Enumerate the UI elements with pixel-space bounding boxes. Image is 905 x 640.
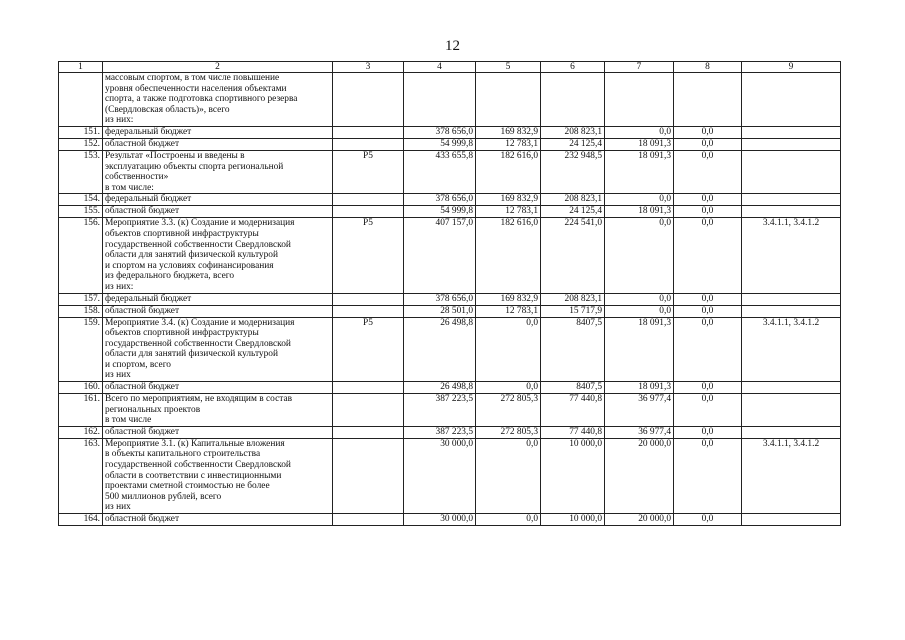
row-description-cell: областной бюджет: [103, 138, 333, 150]
header-cell: 8: [674, 62, 742, 73]
total-cell: 30 000,0: [404, 438, 476, 513]
year3-cell: 18 091,3: [605, 317, 674, 382]
total-cell: 378 656,0: [404, 126, 476, 138]
year3-cell: 0,0: [605, 293, 674, 305]
year2-cell: 224 541,0: [541, 218, 605, 293]
code-cell: [333, 126, 404, 138]
table-row: [59, 150, 841, 193]
total-cell: 433 655,8: [404, 150, 476, 193]
year1-cell: 169 832,9: [476, 126, 541, 138]
year1-cell: 272 805,3: [476, 394, 541, 427]
row-number-cell: 157.: [59, 293, 103, 305]
table-row: [59, 382, 841, 394]
target-cell: [742, 394, 841, 427]
target-cell: [742, 305, 841, 317]
total-cell: 378 656,0: [404, 194, 476, 206]
header-cell: 4: [404, 62, 476, 73]
row-description-cell: массовым спортом, в том числе повышение уровня обеспеченности населения объектами спорта, а также подготовка спортивного резерва (Свердловская область)», всего из них:: [103, 73, 333, 127]
code-cell: [333, 394, 404, 427]
year1-cell: [476, 73, 541, 127]
year4-cell: 0,0: [674, 438, 742, 513]
year4-cell: 0,0: [674, 293, 742, 305]
target-cell: [742, 126, 841, 138]
total-cell: 30 000,0: [404, 514, 476, 526]
year1-cell: 0,0: [476, 382, 541, 394]
row-number-cell: 162.: [59, 426, 103, 438]
row-number-cell: 153.: [59, 150, 103, 193]
target-cell: [742, 73, 841, 127]
target-cell: 3.4.1.1, 3.4.1.2: [742, 438, 841, 513]
row-description-cell: федеральный бюджет: [103, 126, 333, 138]
year4-cell: 0,0: [674, 426, 742, 438]
table-row: [59, 514, 841, 526]
year3-cell: 36 977,4: [605, 394, 674, 427]
code-cell: Р5: [333, 317, 404, 382]
year3-cell: 0,0: [605, 126, 674, 138]
total-cell: 54 999,8: [404, 206, 476, 218]
year4-cell: 0,0: [674, 305, 742, 317]
table-row: [59, 394, 841, 427]
row-number-cell: 159.: [59, 317, 103, 382]
target-cell: [742, 293, 841, 305]
year4-cell: 0,0: [674, 138, 742, 150]
row-number-cell: 151.: [59, 126, 103, 138]
total-cell: 407 157,0: [404, 218, 476, 293]
year3-cell: 18 091,3: [605, 138, 674, 150]
table-row: [59, 126, 841, 138]
total-cell: 54 999,8: [404, 138, 476, 150]
row-description-cell: областной бюджет: [103, 206, 333, 218]
row-description-cell: Мероприятие 3.3. (к) Создание и модернизация объектов спортивной инфраструктуры государственной собственности Свердловской области для занятий физической культурой и спортом на условиях софинансирования из федерального бюджета, всего из них:: [103, 218, 333, 293]
target-cell: [742, 382, 841, 394]
year2-cell: 10 000,0: [541, 438, 605, 513]
code-cell: [333, 426, 404, 438]
year3-cell: 36 977,4: [605, 426, 674, 438]
header-cell: 1: [59, 62, 103, 73]
target-cell: [742, 138, 841, 150]
code-cell: [333, 138, 404, 150]
year1-cell: 182 616,0: [476, 218, 541, 293]
year1-cell: 169 832,9: [476, 194, 541, 206]
year1-cell: 0,0: [476, 438, 541, 513]
row-description-cell: областной бюджет: [103, 305, 333, 317]
year2-cell: 8407,5: [541, 317, 605, 382]
total-cell: [404, 73, 476, 127]
year2-cell: 208 823,1: [541, 194, 605, 206]
target-cell: [742, 194, 841, 206]
row-number-cell: 156.: [59, 218, 103, 293]
code-cell: [333, 305, 404, 317]
year2-cell: 232 948,5: [541, 150, 605, 193]
year2-cell: 208 823,1: [541, 126, 605, 138]
year3-cell: 18 091,3: [605, 382, 674, 394]
year3-cell: [605, 73, 674, 127]
row-number-cell: 161.: [59, 394, 103, 427]
total-cell: 26 498,8: [404, 382, 476, 394]
target-cell: 3.4.1.1, 3.4.1.2: [742, 317, 841, 382]
row-description-cell: областной бюджет: [103, 514, 333, 526]
year3-cell: 0,0: [605, 194, 674, 206]
year2-cell: 24 125,4: [541, 206, 605, 218]
year4-cell: [674, 73, 742, 127]
row-number-cell: 164.: [59, 514, 103, 526]
year2-cell: 10 000,0: [541, 514, 605, 526]
year1-cell: 12 783,1: [476, 206, 541, 218]
year2-cell: 24 125,4: [541, 138, 605, 150]
row-description-cell: Результат «Построены и введены в эксплуатацию объекты спорта региональной собственности» в том числе:: [103, 150, 333, 193]
total-cell: 28 501,0: [404, 305, 476, 317]
row-number-cell: 163.: [59, 438, 103, 513]
table-row: [59, 218, 841, 293]
year1-cell: 12 783,1: [476, 138, 541, 150]
table-row: [59, 194, 841, 206]
year4-cell: 0,0: [674, 126, 742, 138]
year1-cell: 0,0: [476, 514, 541, 526]
year1-cell: 182 616,0: [476, 150, 541, 193]
target-cell: [742, 150, 841, 193]
table-row: [59, 426, 841, 438]
table-row: [59, 206, 841, 218]
total-cell: 26 498,8: [404, 317, 476, 382]
year2-cell: 15 717,9: [541, 305, 605, 317]
year3-cell: 0,0: [605, 218, 674, 293]
year2-cell: 77 440,8: [541, 394, 605, 427]
code-cell: [333, 206, 404, 218]
code-cell: [333, 382, 404, 394]
code-cell: [333, 293, 404, 305]
row-number-cell: [59, 73, 103, 127]
table-row: [59, 138, 841, 150]
code-cell: [333, 514, 404, 526]
table-row: [59, 438, 841, 513]
year1-cell: 272 805,3: [476, 426, 541, 438]
header-cell: 5: [476, 62, 541, 73]
code-cell: [333, 194, 404, 206]
code-cell: [333, 73, 404, 127]
target-cell: [742, 514, 841, 526]
target-cell: [742, 426, 841, 438]
year2-cell: 77 440,8: [541, 426, 605, 438]
row-description-cell: Мероприятие 3.4. (к) Создание и модернизация объектов спортивной инфраструктуры государственной собственности Свердловской области для занятий физической культурой и спортом, всего из них: [103, 317, 333, 382]
row-description-cell: областной бюджет: [103, 382, 333, 394]
header-cell: 6: [541, 62, 605, 73]
year4-cell: 0,0: [674, 218, 742, 293]
total-cell: 387 223,5: [404, 394, 476, 427]
year4-cell: 0,0: [674, 150, 742, 193]
target-cell: 3.4.1.1, 3.4.1.2: [742, 218, 841, 293]
year4-cell: 0,0: [674, 317, 742, 382]
header-cell: 9: [742, 62, 841, 73]
row-description-cell: федеральный бюджет: [103, 293, 333, 305]
year4-cell: 0,0: [674, 382, 742, 394]
year4-cell: 0,0: [674, 194, 742, 206]
row-number-cell: 155.: [59, 206, 103, 218]
year3-cell: 20 000,0: [605, 438, 674, 513]
year1-cell: 0,0: [476, 317, 541, 382]
table-row: [59, 317, 841, 382]
code-cell: [333, 438, 404, 513]
year2-cell: [541, 73, 605, 127]
year3-cell: 18 091,3: [605, 206, 674, 218]
year2-cell: 208 823,1: [541, 293, 605, 305]
row-description-cell: Мероприятие 3.1. (к) Капитальные вложения в объекты капитального строительства государственной собственности Свердловской области в соответствии с инвестиционными проектами сметной стоимостью не более 500 миллионов рублей, всего из них: [103, 438, 333, 513]
row-description-cell: Всего по мероприятиям, не входящим в состав региональных проектов в том числе: [103, 394, 333, 427]
row-number-cell: 158.: [59, 305, 103, 317]
code-cell: Р5: [333, 218, 404, 293]
year4-cell: 0,0: [674, 514, 742, 526]
row-description-cell: федеральный бюджет: [103, 194, 333, 206]
budget-table: [58, 61, 841, 526]
year2-cell: 8407,5: [541, 382, 605, 394]
year4-cell: 0,0: [674, 206, 742, 218]
header-cell: 2: [103, 62, 333, 73]
header-cell: 3: [333, 62, 404, 73]
year1-cell: 169 832,9: [476, 293, 541, 305]
row-number-cell: 160.: [59, 382, 103, 394]
code-cell: Р5: [333, 150, 404, 193]
page-number: 12: [445, 38, 460, 54]
table-row: [59, 293, 841, 305]
table-row: [59, 305, 841, 317]
year3-cell: 18 091,3: [605, 150, 674, 193]
header-cell: 7: [605, 62, 674, 73]
row-number-cell: 154.: [59, 194, 103, 206]
total-cell: 378 656,0: [404, 293, 476, 305]
table-row: [59, 73, 841, 127]
year1-cell: 12 783,1: [476, 305, 541, 317]
year3-cell: 0,0: [605, 305, 674, 317]
row-description-cell: областной бюджет: [103, 426, 333, 438]
year4-cell: 0,0: [674, 394, 742, 427]
target-cell: [742, 206, 841, 218]
total-cell: 387 223,5: [404, 426, 476, 438]
year3-cell: 20 000,0: [605, 514, 674, 526]
header-row: [59, 62, 841, 73]
row-number-cell: 152.: [59, 138, 103, 150]
